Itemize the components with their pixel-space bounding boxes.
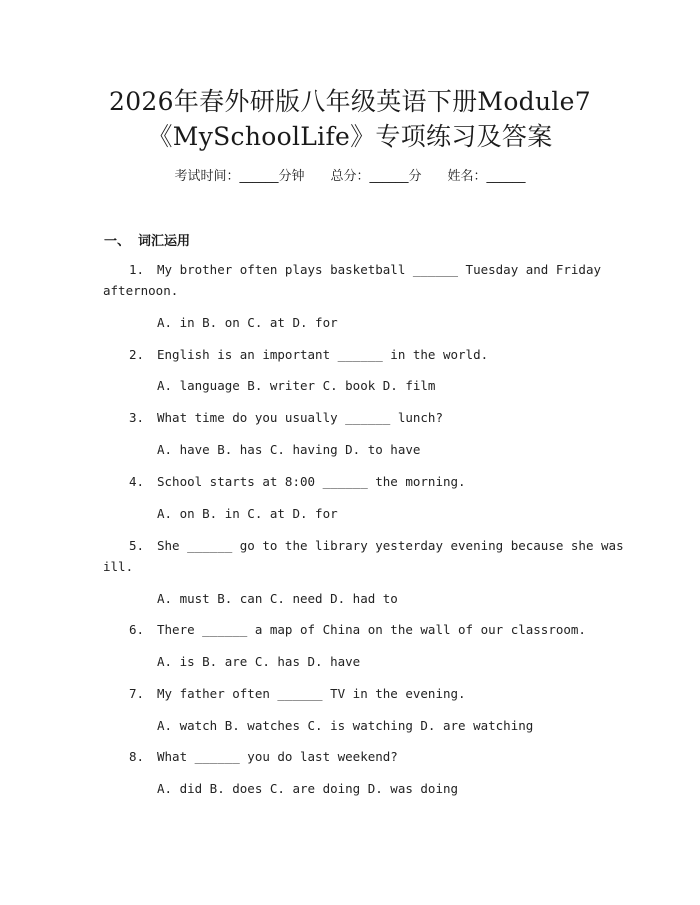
question-text: My brother often plays basketball ______ Tuesday and Friday bbox=[157, 262, 602, 277]
answer-options: A. is B. are C. has D. have bbox=[157, 654, 361, 669]
question-number: 1. bbox=[128, 262, 144, 277]
section-heading bbox=[104, 230, 190, 249]
exam-meta bbox=[0, 168, 700, 186]
question-text: What time do you usually ______ lunch? bbox=[157, 410, 443, 425]
question-number: 8. bbox=[128, 749, 144, 764]
answer-options: A. watch B. watches C. is watching D. are watching bbox=[157, 718, 534, 733]
total-score-field: 总分：______分 bbox=[330, 169, 422, 184]
answer-options: A. did B. does C. are doing D. was doing bbox=[157, 781, 459, 796]
question-text: What ______ you do last weekend? bbox=[157, 749, 398, 764]
question-text: English is an important ______ in the world. bbox=[157, 347, 489, 362]
question-text-cont: ill. bbox=[103, 559, 134, 574]
question-number: 3. bbox=[128, 410, 144, 425]
question-number: 7. bbox=[128, 686, 144, 701]
student-name-field: 姓名：______ bbox=[447, 169, 526, 184]
question-text: She ______ go to the library yesterday evening because she was bbox=[157, 538, 624, 553]
page-title-line-1: 2026年春外研版八年级英语下册Module7 bbox=[109, 87, 591, 116]
answer-options: A. have B. has C. having D. to have bbox=[157, 442, 421, 457]
page-title-line-2: 《MySchoolLife》专项练习及答案 bbox=[147, 122, 553, 151]
question-text-cont: afternoon. bbox=[103, 283, 179, 298]
question-number: 4. bbox=[128, 474, 144, 489]
question-number: 2. bbox=[128, 347, 144, 362]
question-text: There ______ a map of China on the wall of our classroom. bbox=[157, 622, 586, 637]
section-title: 词汇运用 bbox=[138, 234, 191, 249]
answer-options: A. in B. on C. at D. for bbox=[157, 315, 338, 330]
question-text: School starts at 8:00 ______ the morning. bbox=[157, 474, 466, 489]
question-number: 6. bbox=[128, 622, 144, 637]
answer-options: A. language B. writer C. book D. film bbox=[157, 378, 436, 393]
question-text: My father often ______ TV in the evening. bbox=[157, 686, 466, 701]
question-number: 5. bbox=[128, 538, 144, 553]
section-number: 一、 bbox=[104, 234, 131, 249]
answer-options: A. on B. in C. at D. for bbox=[157, 506, 338, 521]
answer-options: A. must B. can C. need D. had to bbox=[157, 591, 398, 606]
exam-time-field: 考试时间：______分钟 bbox=[174, 169, 305, 184]
